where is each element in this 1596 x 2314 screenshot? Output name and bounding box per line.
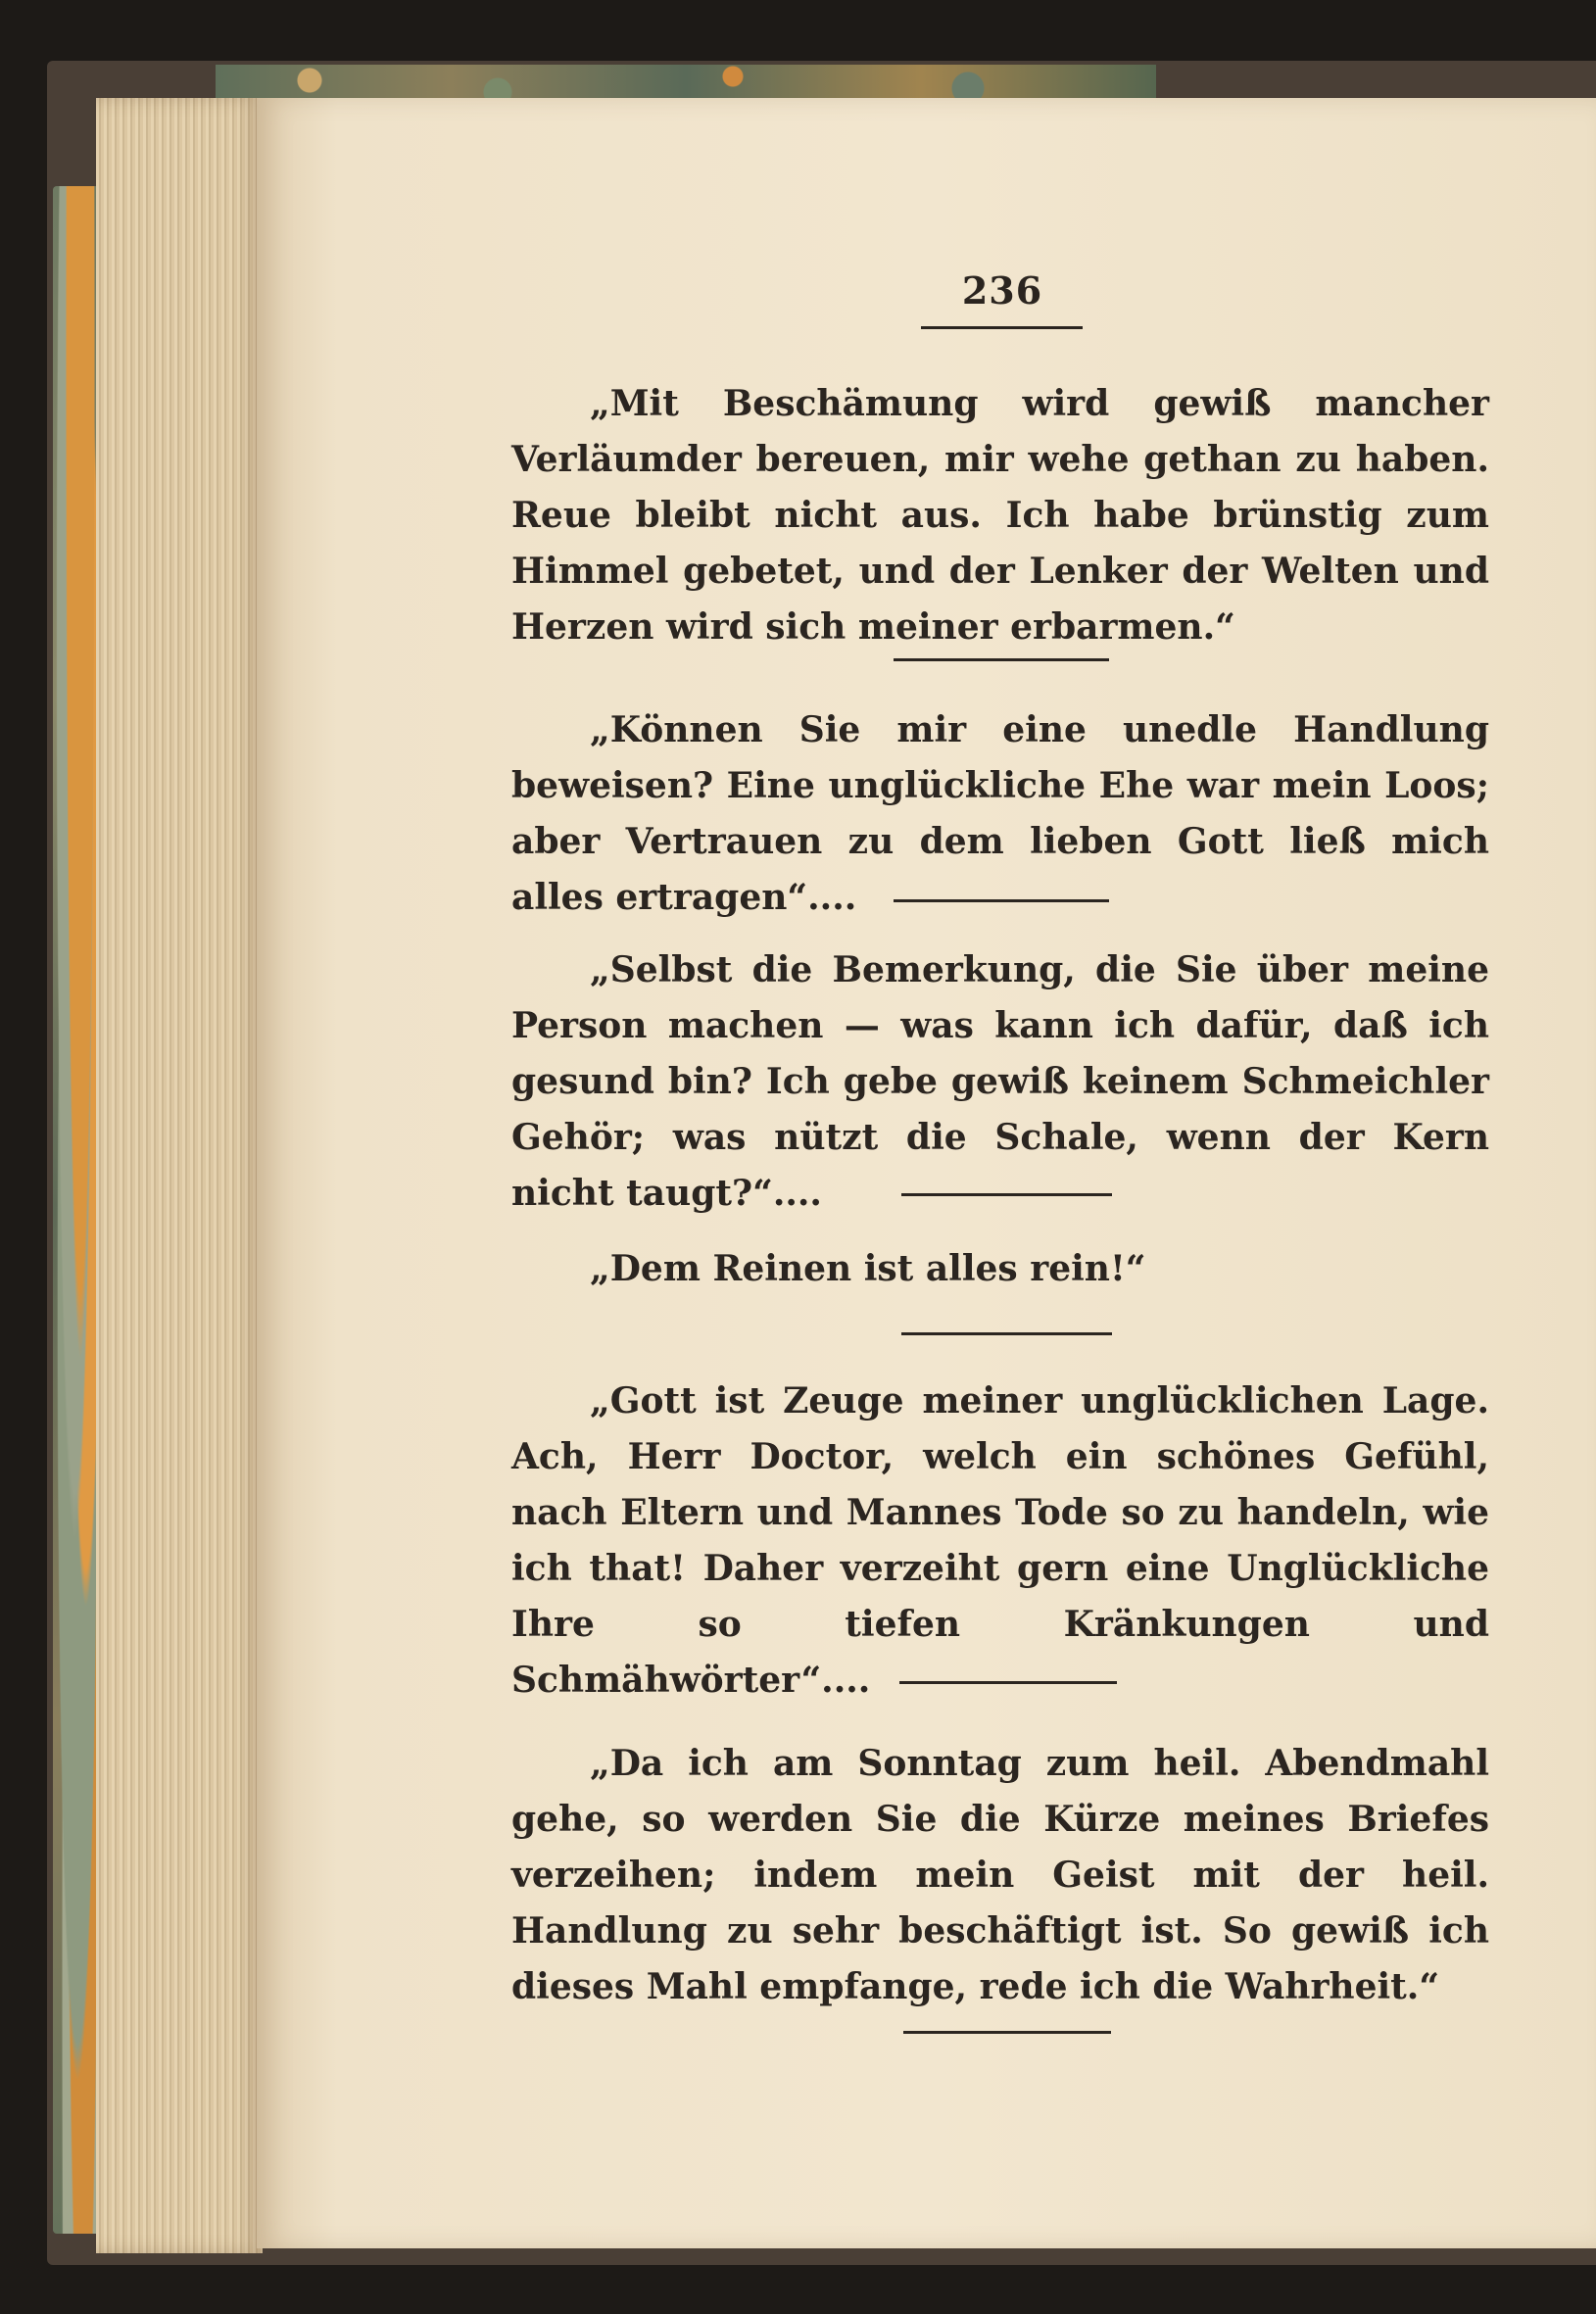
separator-rule-3 xyxy=(901,1193,1112,1196)
paragraph-1-text: „Mit Beschämung wird gewiß mancher Verläumder bereuen, mir wehe gethan zu haben. Reue bleibt nicht aus. Ich habe brünstig zum Himmel gebetet, und der Lenker der Welten und Herzen wird sich meiner erbarmen.“ xyxy=(511,383,1489,648)
page-block-edges xyxy=(96,98,263,2253)
paragraph-5 xyxy=(511,1374,1489,1709)
separator-rule-2 xyxy=(894,899,1109,902)
paragraph-4-text: „Dem Reinen ist alles rein!“ xyxy=(590,1248,1146,1289)
paragraph-5-text: „Gott ist Zeuge meiner unglücklichen Lage. Ach, Herr Doctor, welch ein schönes Gefühl, nach Eltern und Mannes Tode so zu handeln, wie ich that! Daher verzeiht gern eine Unglückliche Ihre so tiefen Kränkungen und Schmähwörter“.... xyxy=(511,1380,1489,1701)
paragraph-6-text: „Da ich am Sonntag zum heil. Abendmahl gehe, so werden Sie die Kürze meines Briefes verzeihen; indem mein Geist mit der heil. Handlung zu sehr beschäftigt ist. So gewiß ich dieses Mahl empfange, rede ich die Wahrheit.“ xyxy=(511,1743,1489,2007)
paragraph-4 xyxy=(511,1241,1489,1297)
paragraph-1 xyxy=(511,376,1489,655)
separator-rule-4 xyxy=(901,1332,1112,1335)
paragraph-3 xyxy=(511,942,1489,1222)
paragraph-3-text: „Selbst die Bemerkung, die Sie über meine Person machen — was kann ich dafür, daß ich gesund bin? Ich gebe gewiß keinem Schmeichler Gehör; was nützt die Schale, wenn der Kern nicht taugt?“.... xyxy=(511,949,1489,1214)
paragraph-2-text: „Können Sie mir eine unedle Handlung beweisen? Eine unglückliche Ehe war mein Loos; aber Vertrauen zu dem lieben Gott ließ mich alles ertragen“.... xyxy=(511,709,1489,918)
paragraph-2 xyxy=(511,702,1489,926)
separator-rule-1 xyxy=(894,658,1109,661)
separator-rule-5 xyxy=(899,1681,1117,1684)
paragraph-6 xyxy=(511,1736,1489,2015)
page-number: 236 xyxy=(961,268,1043,313)
separator-rule-6 xyxy=(903,2031,1111,2034)
page-number-rule xyxy=(921,326,1083,329)
